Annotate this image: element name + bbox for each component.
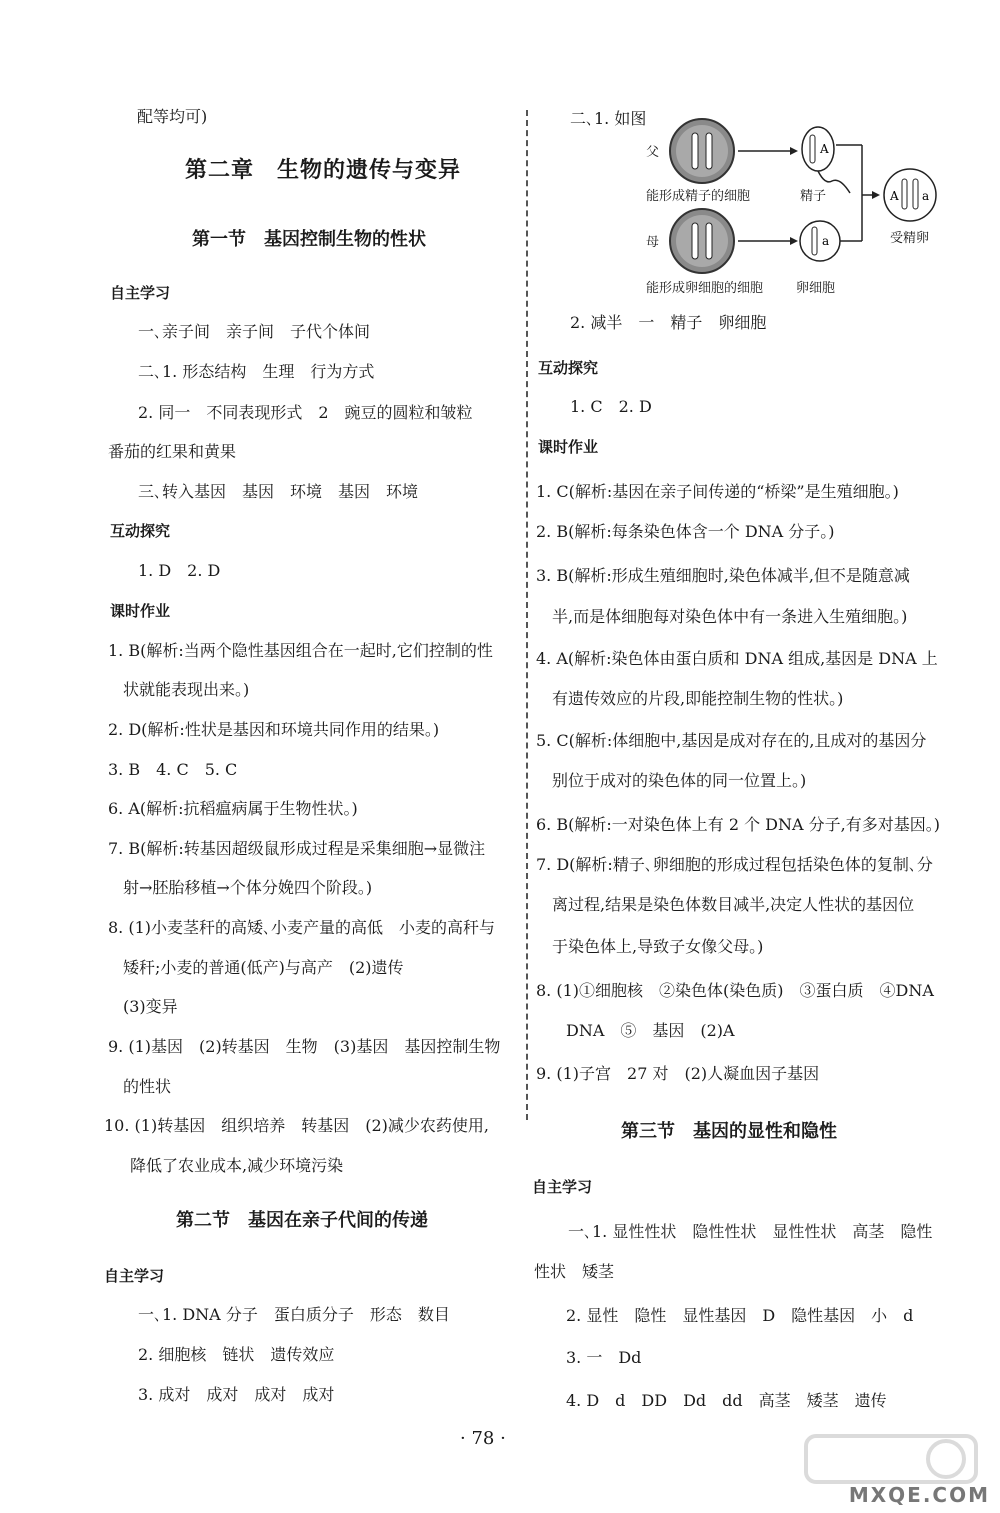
chromosome (810, 135, 815, 163)
mother-label: 母 (646, 235, 660, 250)
answer-line: 2. 细胞核 链状 遗传效应 (138, 1345, 335, 1364)
answer-line: 别位于成对的染色体的同一位置上。) (552, 771, 807, 790)
egg-label: 卵细胞 (796, 281, 836, 296)
answer-line: 3. B 4. C 5. C (108, 760, 238, 779)
answer-line: 的性状 (123, 1077, 172, 1096)
column-divider (526, 110, 528, 1120)
answer-line: 性状 矮茎 (534, 1262, 615, 1281)
arrow-head (872, 191, 880, 199)
left-line-0: 配等均可) (137, 107, 208, 126)
answer-line: 半,而是体细胞每对染色体中有一条进入生殖细胞。) (552, 607, 908, 626)
answer-line: 2. 同一 不同表现形式 2 豌豆的圆粒和皱粒 (138, 403, 473, 422)
chromosome (692, 133, 698, 169)
answer-line: 于染色体上,导致子女像父母。) (552, 937, 764, 956)
chromosome (902, 179, 907, 209)
answer-line: 二､1. 如图 (570, 109, 647, 128)
answer-line: 7. B(解析:转基因超级鼠形成过程是采集细胞→显微注 (108, 839, 486, 858)
answer-line: 3. B(解析:形成生殖细胞时,染色体减半,但不是随意减 (536, 566, 910, 585)
answer-line: 6. A(解析:抗稻瘟病属于生物性状。) (108, 799, 358, 818)
arrow-head (790, 237, 798, 245)
answer-line: 状就能表现出来。) (123, 680, 250, 699)
father-cell-nucleus (676, 125, 728, 177)
answer-line: 9. (1)子宫 27 对 (2)人凝血因子基因 (536, 1064, 820, 1083)
chromosome (692, 223, 698, 259)
gene-label-a: a (822, 234, 830, 248)
gene-label-A: A (890, 189, 899, 203)
watermark-circle (928, 1441, 964, 1477)
answer-line: 8. (1)①细胞核 ②染色体(染色质) ③蛋白质 ④DNA (536, 981, 934, 1000)
answer-line: 离过程,结果是染色体数目减半,决定人性状的基因位 (552, 895, 915, 914)
answer-line: 7. D(解析:精子､卵细胞的形成过程包括染色体的复制､分 (536, 855, 933, 874)
chromosome (812, 227, 817, 255)
page-number: · 78 · (460, 1428, 506, 1449)
chromosome (706, 223, 712, 259)
chromosome (913, 179, 918, 209)
subhead-homework-2: 课时作业 (538, 438, 599, 456)
subhead-self-study-3: 自主学习 (532, 1178, 593, 1196)
answer-line: 8. (1)小麦茎秆的高矮､小麦产量的高低 小麦的高秆与 (108, 918, 496, 937)
answer-line: 1. B(解析:当两个隐性基因组合在一起时,它们控制的性 (108, 641, 493, 660)
answer-line: DNA ⑤ 基因 (2)A (566, 1021, 735, 1040)
answer-line: 3. 成对 成对 成对 成对 (138, 1385, 335, 1404)
answer-line: 三､转入基因 基因 环境 基因 环境 (138, 482, 419, 501)
chromosome (706, 133, 712, 169)
answer-line: 一､1. DNA 分子 蛋白质分子 形态 数目 (138, 1305, 450, 1324)
gene-label-A: A (820, 142, 829, 156)
section-title-3: 第三节 基因的显性和隐性 (621, 1121, 837, 1142)
answer-line: (3)变异 (123, 997, 178, 1016)
gene-label-a: a (922, 189, 930, 203)
answer-line: 射→胚胎移植→个体分娩四个阶段。) (123, 878, 373, 897)
egg-cell (800, 221, 840, 261)
answer-line: 9. (1)基因 (2)转基因 生物 (3)基因 基因控制生物 (108, 1037, 501, 1056)
answer-line: 6. B(解析:一对染色体上有 2 个 DNA 分子,有多对基因。) (536, 815, 940, 834)
subhead-interactive-1: 互动探究 (110, 522, 171, 540)
father-label: 父 (646, 145, 660, 160)
sperm-label: 精子 (800, 189, 827, 204)
subhead-interactive-2: 互动探究 (538, 359, 599, 377)
chapter-title: 第二章 生物的遗传与变异 (185, 158, 462, 183)
answer-line: 5. C(解析:体细胞中,基因是成对存在的,且成对的基因分 (536, 731, 927, 750)
arrow-head (790, 147, 798, 155)
mother-cell-nucleus (676, 215, 728, 267)
section-title-1: 第一节 基因控制生物的性状 (192, 229, 426, 250)
answer-line: 2. B(解析:每条染色体含一个 DNA 分子。) (536, 522, 835, 541)
subhead-self-study-1: 自主学习 (110, 284, 171, 302)
answer-line: 4. D d DD Dd dd 高茎 矮茎 遗传 (566, 1391, 887, 1410)
watermark-text: MXQE.COM (848, 1483, 990, 1507)
answer-line: 4. A(解析:染色体由蛋白质和 DNA 组成,基因是 DNA 上 (536, 649, 938, 668)
fertilization-diagram (640, 115, 950, 315)
answer-line: 二､1. 形态结构 生理 行为方式 (138, 362, 375, 381)
answer-line: 1. C(解析:基因在亲子间传递的“桥梁”是生殖细胞。) (536, 482, 899, 501)
answer-line: 10. (1)转基因 组织培养 转基因 (2)减少农药使用, (104, 1116, 489, 1135)
answer-line: 番茄的红果和黄果 (108, 442, 237, 461)
subhead-self-study-2: 自主学习 (104, 1267, 165, 1285)
answer-line: 矮秆;小麦的普通(低产)与高产 (2)遗传 (123, 958, 404, 977)
section-title-2: 第二节 基因在亲子代间的传递 (176, 1210, 428, 1231)
sperm-forming-cell-label: 能形成精子的细胞 (646, 189, 751, 204)
answer-line: 2. D(解析:性状是基因和环境共同作用的结果。) (108, 720, 440, 739)
answer-line: 降低了农业成本,减少环境污染 (130, 1156, 344, 1175)
answer-line: 有遗传效应的片段,即能控制生物的性状。) (552, 689, 844, 708)
answer-line: 一､1. 显性性状 隐性性状 显性性状 高茎 隐性 (568, 1222, 933, 1241)
subhead-homework-1: 课时作业 (110, 602, 171, 620)
answer-line: 2. 减半 一 精子 卵细胞 (570, 313, 767, 332)
answer-line: 一､亲子间 亲子间 子代个体间 (138, 322, 371, 341)
answer-line: 3. 一 Dd (566, 1348, 642, 1367)
answer-line: 1. D 2. D (138, 561, 221, 580)
answer-line: 2. 显性 隐性 显性基因 D 隐性基因 小 d (566, 1306, 914, 1325)
egg-forming-cell-label: 能形成卵细胞的细胞 (646, 281, 764, 296)
zygote-label: 受精卵 (890, 231, 930, 246)
sperm-cell (802, 127, 834, 171)
answer-line: 1. C 2. D (570, 397, 652, 416)
